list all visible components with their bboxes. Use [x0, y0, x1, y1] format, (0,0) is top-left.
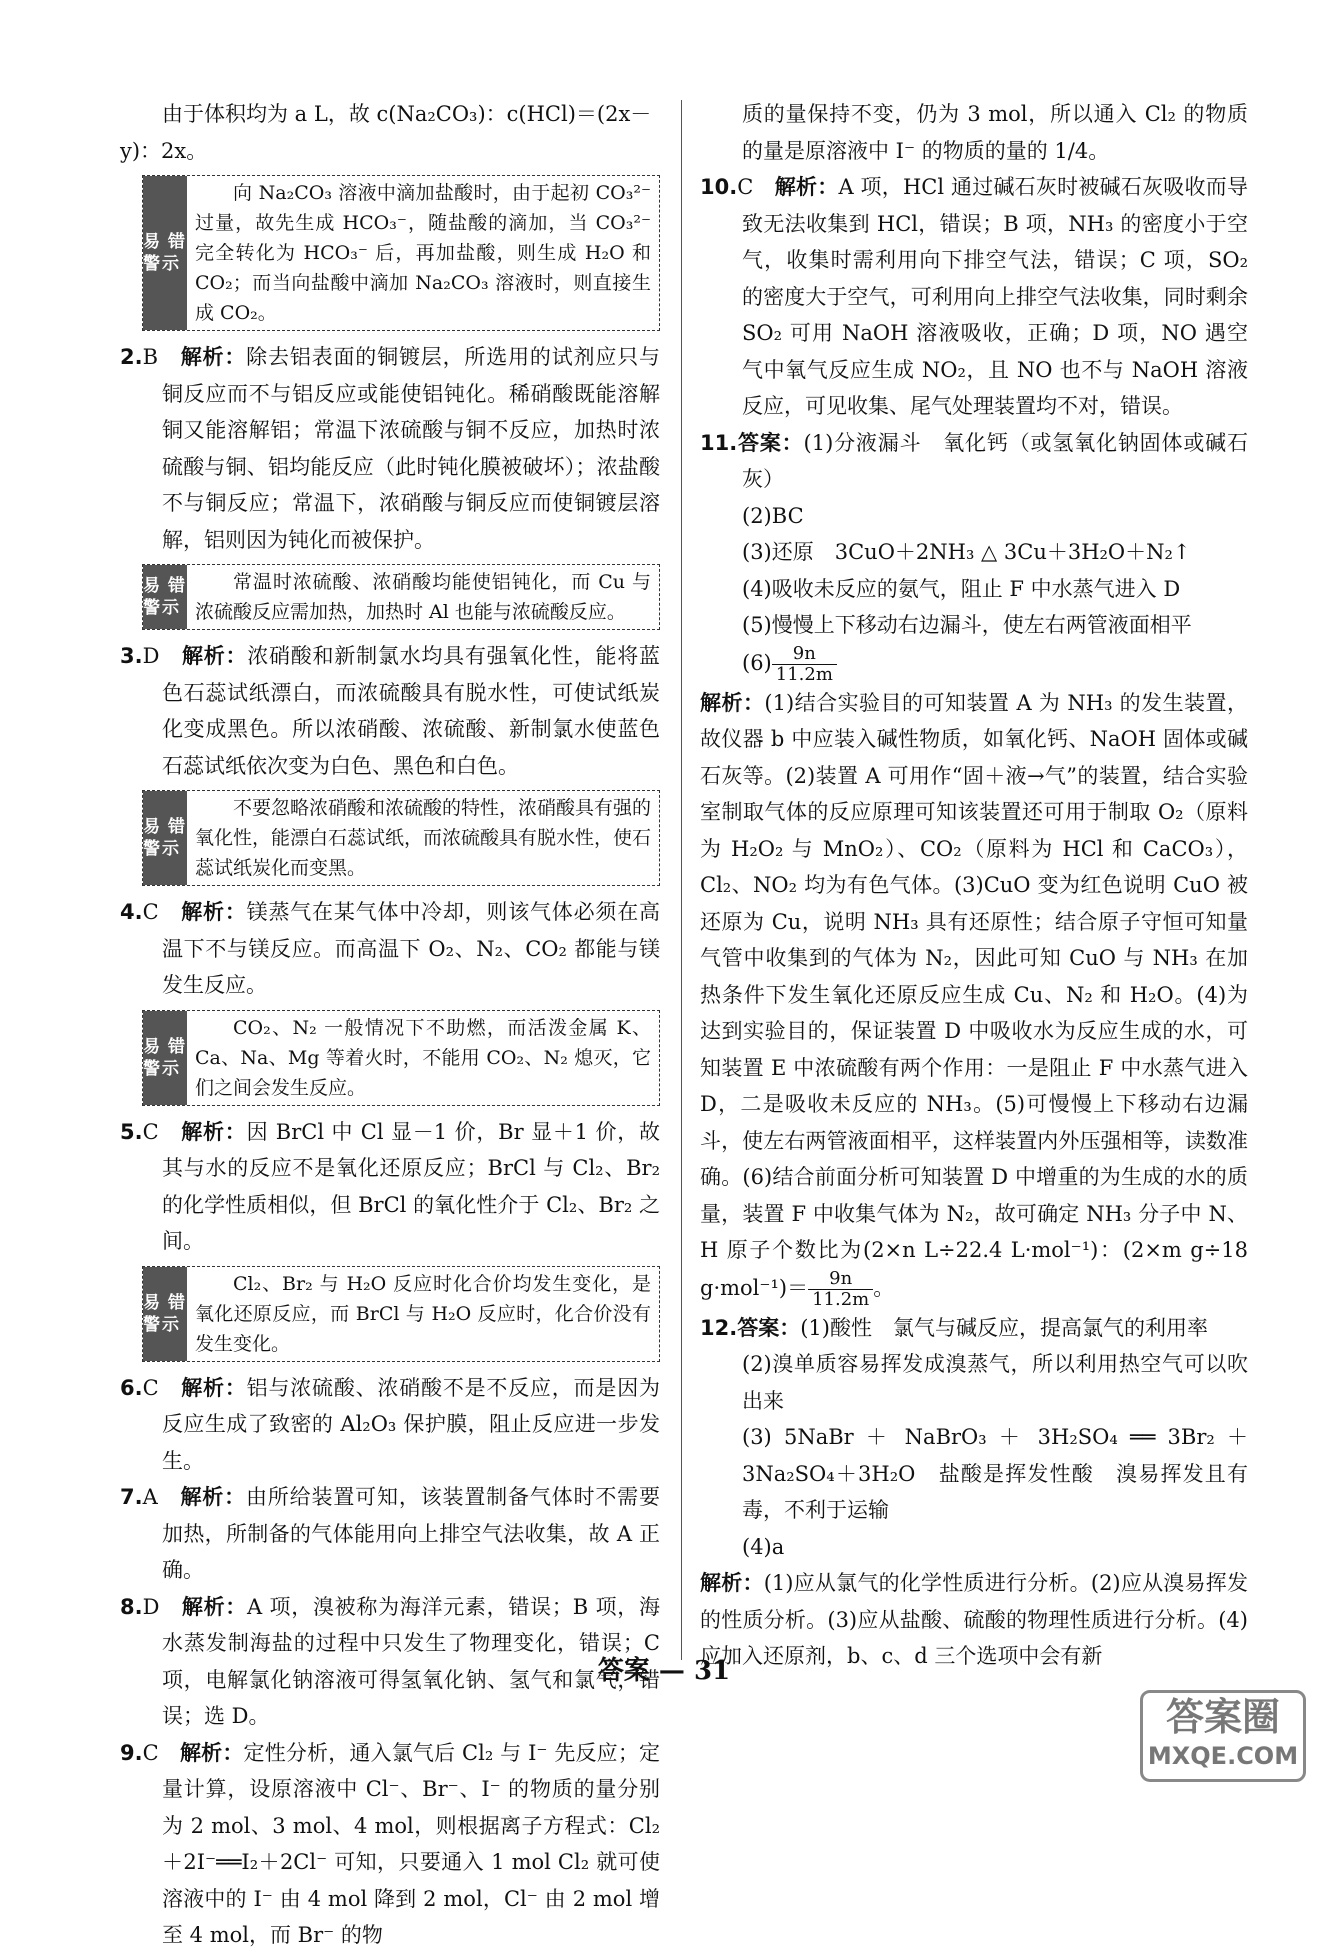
item-keyword: 解析：	[181, 644, 248, 668]
item-keyword: 解析：	[700, 690, 765, 715]
tip-text: CO₂、N₂ 一般情况下不助燃，而活泼金属 K、Ca、Na、Mg 等着火时，不能用 CO₂、N₂ 熄灭，它们之间会发生反应。	[195, 1016, 651, 1099]
item-text: 因 BrCl 中 Cl 显－1 价，Br 显＋1 价，故其与水的反应不是氧化还原反应；BrCl 与 Cl₂、Br₂ 的化学性质相似，但 BrCl 的氧化性介于 Cl₂、Br₂ 之间。	[162, 1119, 660, 1253]
error-tip-box	[142, 175, 660, 331]
watermark-text: 答案圈	[1165, 1695, 1280, 1739]
answer-line: (2)BC	[742, 503, 804, 528]
item-text: A 项，溴被称为海洋元素，错误；B 项，海水蒸发制海盐的过程中只发生了物理变化，错误；C 项，电解氯化钠溶液可得氢氧化钠、氢气和氯气，错误；选 D。	[162, 1594, 661, 1728]
answer-item	[120, 339, 660, 558]
text-line: y)：2x。	[120, 138, 208, 163]
tip-badge: 易错警示	[143, 791, 187, 885]
item-text: A 项，HCl 通过碱石灰时被碱石灰吸收而导致无法收集到 HCl，错误；B 项，NH₃ 的密度小于空气，收集时需利用向下排空气法，错误；C 项，SO₂ 的密度大于空气，可利用向上排空气法收集，同时剩余 SO₂ 可用 NaOH 溶液吸收，正确；D 项，NO 遇空气中氧气反应生成 NO₂，且 NO 也不与 NaOH 溶液反应，可见收集、尾气处理装置均不对，错误。	[742, 175, 1249, 418]
item-text: (6)	[742, 650, 772, 675]
item-number: 12.	[700, 1315, 738, 1340]
answer-item	[120, 1114, 660, 1260]
tip-text: 不要忽略浓硝酸和浓硫酸的特性，浓硝酸具有强的氧化性，能漂白石蕊试纸，而浓硫酸具有脱水性，使石蕊试纸炭化而变黑。	[195, 797, 652, 879]
item-keyword: 解析：	[181, 900, 247, 924]
item-number: 4.	[120, 900, 143, 924]
item-text: 定性分析，通入氯气后 Cl₂ 与 I⁻ 先反应；定量计算，设原溶液中 Cl⁻、Br⁻、I⁻ 的物质的量分别为 2 mol、3 mol、4 mol，则根据离子方程式：Cl₂＋2I⁻══I₂＋2Cl⁻ 可知，只要通入 1 mol Cl₂ 就可使溶液中的 I⁻ 由 4 mol 降到 2 mol，Cl⁻ 由 2 mol 增至 4 mol，而 Br⁻ 的物	[162, 1740, 661, 1947]
answer-item	[120, 894, 660, 1004]
fraction	[772, 644, 837, 685]
item-keyword: 解析：	[181, 1375, 247, 1400]
item-answer: C	[142, 1740, 159, 1765]
item-answer: C	[142, 1375, 159, 1400]
tip-text: 向 Na₂CO₃ 溶液中滴加盐酸时，由于起初 CO₃²⁻ 过量，故先生成 HCO₃⁻，随盐酸的滴加，当 CO₃²⁻ 完全转化为 HCO₃⁻ 后，再加盐酸，则生成 H₂O 和 CO₂；而当向盐酸中滴加 Na₂CO₃ 溶液时，则直接生成 CO₂。	[195, 182, 651, 324]
fraction-numerator: 9n	[772, 644, 837, 665]
item-answer: D	[142, 644, 160, 668]
answer-item	[700, 425, 1248, 498]
right-column	[700, 96, 1248, 1675]
answer-line	[700, 644, 1248, 685]
item-keyword: 解析：	[180, 1485, 246, 1509]
item-number: 7.	[120, 1485, 143, 1509]
tip-badge: 易错警示	[143, 1267, 187, 1361]
tip-text: Cl₂、Br₂ 与 H₂O 反应时化合价均发生变化，是氧化还原反应，而 BrCl 与 H₂O 反应时，化合价没有发生变化。	[195, 1272, 651, 1355]
item-number: 11.	[700, 430, 738, 455]
analysis-paragraph	[700, 685, 1248, 1310]
item-text: 除去铝表面的铜镀层，所选用的试剂应只与铜反应而不与铝反应或能使铝钝化。稀硝酸既能溶解铜又能溶解铝；常温下浓硫酸与铜不反应，加热时浓硫酸与铜、铝均能反应（此时钝化膜被破坏）；浓盐酸不与铜反应；常温下，浓硝酸与铜反应而使铜镀层溶解，铝则因为钝化而被保护。	[162, 345, 661, 552]
watermark-url: MXQE.COM	[1147, 1742, 1299, 1770]
answer-line: (4)a	[742, 1534, 785, 1559]
error-tip-box	[142, 564, 660, 630]
item-text: (1)酸性 氯气与碱反应，提高氯气的利用率	[800, 1315, 1208, 1340]
item-keyword: 解析：	[181, 1594, 247, 1619]
item-number: 2.	[120, 345, 143, 369]
item-keyword: 解析：	[774, 175, 839, 199]
answer-item	[120, 638, 660, 784]
answer-item	[700, 169, 1248, 425]
item-keyword: 答案：	[737, 1315, 801, 1340]
item-number: 8.	[120, 1594, 143, 1619]
item-text: 镁蒸气在某气体中冷却，则该气体必须在高温下不与镁反应。而高温下 O₂、N₂、CO₂ 都能与镁发生反应。	[162, 900, 660, 997]
item-keyword: 解析：	[700, 1571, 764, 1595]
page-footer: 答案 — 31	[597, 1656, 731, 1686]
item-keyword: 答案：	[737, 430, 804, 455]
item-answer: C	[737, 175, 754, 199]
item-text: 。	[873, 1275, 895, 1300]
answer-line: (2)溴单质容易挥发成溴蒸气，所以利用热空气可以吹出来	[742, 1352, 1248, 1413]
watermark-logo	[1140, 1690, 1306, 1782]
item-number: 10.	[700, 175, 738, 199]
answer-line: (5)慢慢上下移动右边漏斗，使左右两管液面相平	[742, 613, 1192, 637]
answer-item	[120, 1370, 660, 1480]
fraction	[808, 1269, 873, 1310]
item-text: 由所给装置可知，该装置制备气体时不需要加热，所制备的气体能用向上排空气法收集，故 A 正确。	[162, 1485, 661, 1582]
item-number: 6.	[120, 1375, 143, 1400]
item-answer: C	[142, 900, 159, 924]
item-keyword: 解析：	[180, 1740, 244, 1765]
answer-item	[700, 1310, 1248, 1347]
answer-line: (3)还原 3CuO＋2NH₃ △ 3Cu＋3H₂O＋N₂↑	[742, 540, 1191, 564]
fraction-denominator: 11.2m	[775, 663, 833, 685]
fraction-denominator: 11.2m	[812, 1288, 870, 1310]
answer-line: (4)吸收未反应的氨气，阻止 F 中水蒸气进入 D	[742, 576, 1181, 601]
text-line: 由于体积均为 a L，故 c(Na₂CO₃)：c(HCl)＝(2x－	[162, 102, 652, 126]
error-tip-box	[142, 1266, 660, 1362]
error-tip-box	[142, 790, 660, 886]
column-divider	[681, 100, 682, 1660]
error-tip-box	[142, 1010, 660, 1106]
item-answer: D	[142, 1594, 160, 1619]
answer-line: (3) 5NaBr ＋ NaBrO₃ ＋ 3H₂SO₄ ══ 3Br₂ ＋ 3Na₂SO₄＋3H₂O 盐酸是挥发性酸 溴易挥发且有毒，不利于运输	[742, 1425, 1248, 1522]
item-keyword: 解析：	[180, 345, 247, 369]
text-line: 质的量保持不变，仍为 3 mol，所以通入 Cl₂ 的物质的量是原溶液中 I⁻ 的物质的量的 1/4。	[742, 102, 1248, 163]
fraction-numerator: 9n	[808, 1269, 873, 1290]
item-number: 5.	[120, 1119, 143, 1144]
item-text: 铝与浓硫酸、浓硝酸不是不反应，而是因为反应生成了致密的 Al₂O₃ 保护膜，阻止反应进一步发生。	[162, 1375, 660, 1473]
item-number: 9.	[120, 1740, 143, 1765]
item-text: (1)应从氯气的化学性质进行分析。(2)应从溴易挥发的性质分析。(3)应从盐酸、硫酸的物理性质进行分析。(4)应加入还原剂，b、c、d 三个选项中会有新	[700, 1571, 1248, 1668]
item-text: (1)分液漏斗 氧化钙（或氢氧化钠固体或碱石灰）	[742, 430, 1248, 491]
item-text: 浓硝酸和新制氯水均具有强氧化性，能将蓝色石蕊试纸漂白，而浓硫酸具有脱水性，可使试纸炭化变成黑色。所以浓硝酸、浓硫酸、新制氯水使蓝色石蕊试纸依次变为白色、黑色和白色。	[162, 644, 661, 778]
item-keyword: 解析：	[181, 1119, 247, 1144]
item-answer: A	[142, 1485, 158, 1509]
tip-text: 常温时浓硫酸、浓硝酸均能使铝钝化，而 Cu 与浓硫酸反应需加热，加热时 Al 也能与浓硫酸反应。	[195, 571, 651, 623]
answer-item	[120, 1735, 660, 1954]
tip-badge: 易错警示	[143, 1011, 187, 1105]
item-text: (1)结合实验目的可知装置 A 为 NH₃ 的发生装置，故仪器 b 中应装入碱性物质，如氧化钙、NaOH 固体或碱石灰等。(2)装置 A 可用作“固＋液→气”的装置，结合实验室制取气体的反应原理可知该装置还可用于制取 O₂（原料为 H₂O₂ 与 MnO₂）、CO₂（原料为 HCl 和 CaCO₃），Cl₂、NO₂ 均为有色气体。(3)CuO 变为红色说明 CuO 被还原为 Cu，说明 NH₃ 具有还原性；结合原子守恒可知量气管中收集到的气体为 N₂，因此可知 CuO 与 NH₃ 在加热条件下发生氧化还原反应生成 Cu、N₂ 和 H₂O。(4)为达到实验目的，保证装置 D 中吸收水为反应生成的水，可知装置 E 中浓硫酸有两个作用：一是阻止 F 中水蒸气进入 D，二是吸收未反应的 NH₃。(5)可慢慢上下移动右边漏斗，使左右两管液面相平，这样装置内外压强相等，读数准确。(6)结合前面分析可知装置 D 中增重的为生成的水的质量，装置 F 中收集气体为 N₂，故可确定 NH₃ 分子中 N、H 原子个数比为(2×n L÷22.4 L·mol⁻¹)：(2×m g÷18 g·mol⁻¹)＝	[700, 690, 1249, 1300]
item-number: 3.	[120, 644, 143, 668]
tip-badge: 易错警示	[143, 176, 187, 330]
item-answer: B	[142, 345, 159, 369]
tip-badge: 易错警示	[143, 565, 187, 629]
answer-item	[120, 1479, 660, 1589]
item-answer: C	[142, 1119, 159, 1144]
